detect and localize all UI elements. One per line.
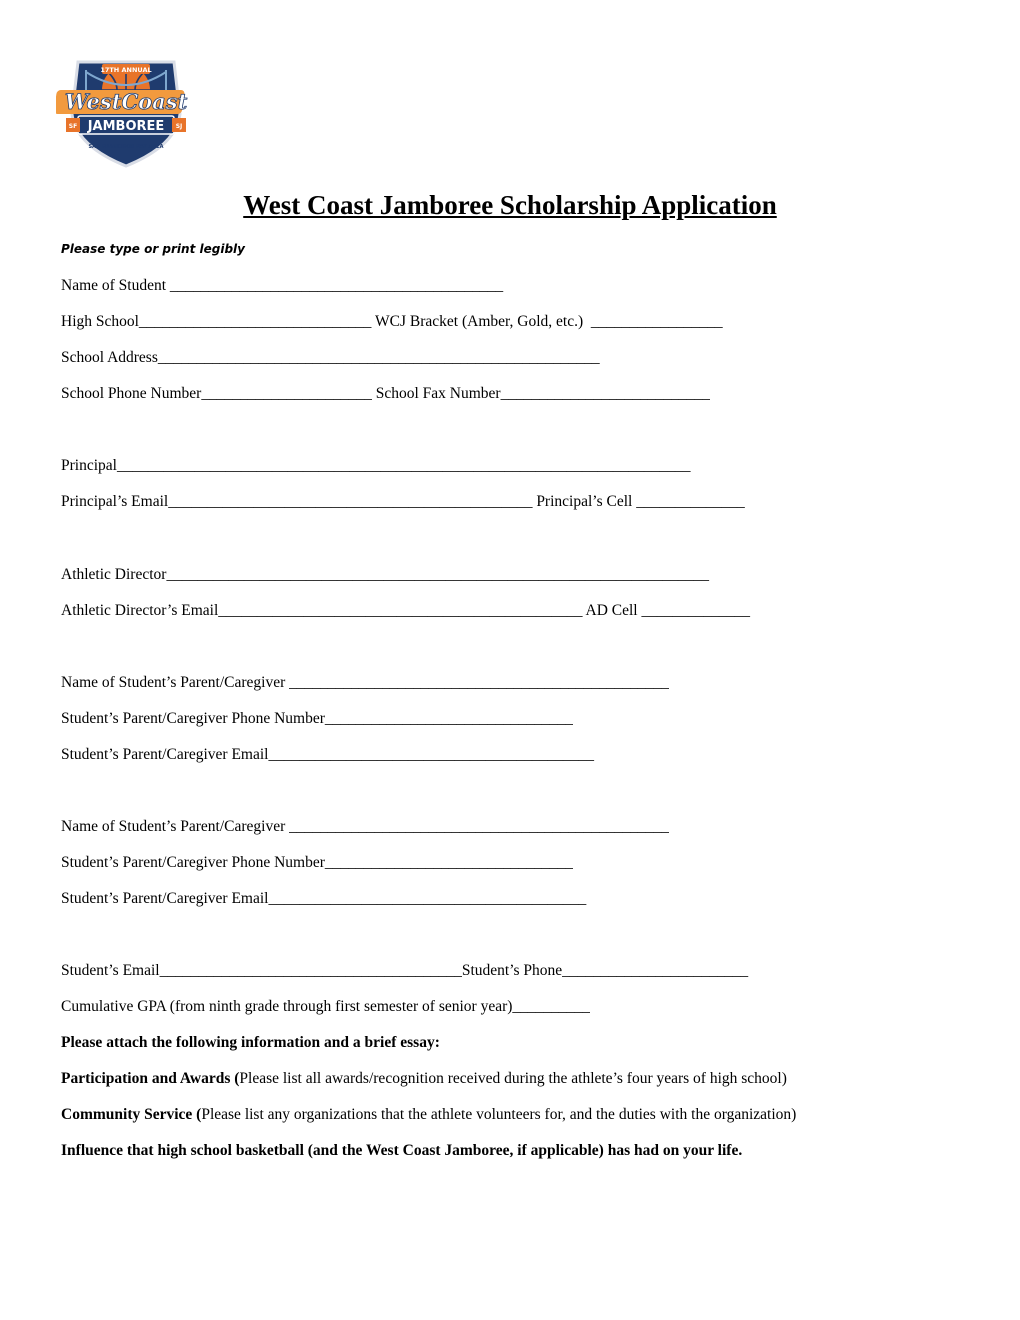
parent1-phone-field[interactable]: Student’s Parent/Caregiver Phone Number________________________________ [61,710,573,727]
high-school-field[interactable]: High School______________________________ WCJ Bracket (Amber, Gold, etc.) _________________ [61,313,723,330]
student-email-phone-field[interactable]: Student’s Email_______________________________________Student’s Phone________________________ [61,962,749,979]
community-service-instruction [61,1106,796,1124]
athletic-director-field[interactable]: Athletic Director______________________________________________________________________ [61,566,709,583]
svg-text:SJ: SJ [175,123,183,130]
attach-instructions: Please attach the following information and a brief essay: [61,1034,440,1051]
svg-text:WestCoast: WestCoast [64,89,188,114]
participation-text: Please list all awards/recognition received during the athlete’s four years of high school) [239,1070,787,1087]
principal-field[interactable]: Principal__________________________________________________________________________ [61,457,691,474]
participation-heading: Participation and Awards ( [61,1070,240,1087]
svg-text:17TH ANNUAL: 17TH ANNUAL [100,66,152,74]
school-address-field[interactable]: School Address_________________________________________________________ [61,349,600,366]
parent1-name-field[interactable]: Name of Student’s Parent/Caregiver _________________________________________________ [61,674,669,691]
west-coast-jamboree-logo [56,54,196,169]
community-text: Please list any organizations that the athlete volunteers for, and the duties with the organization) [201,1106,797,1123]
school-phone-fax-field[interactable]: School Phone Number______________________ School Fax Number___________________________ [61,385,710,402]
parent2-phone-field[interactable]: Student’s Parent/Caregiver Phone Number________________________________ [61,854,573,871]
parent2-email-field[interactable]: Student’s Parent/Caregiver Email_________________________________________ [61,890,587,907]
svg-text:SAN FRANCISCO BAY AREA: SAN FRANCISCO BAY AREA [88,144,164,150]
athletic-director-email-cell-field[interactable]: Athletic Director’s Email_______________________________________________ AD Cell ______________ [61,602,750,619]
subtitle: Please type or print legibly [61,242,245,256]
svg-text:SF: SF [68,123,78,130]
participation-awards-instruction [61,1070,787,1088]
svg-text:JAMBOREE: JAMBOREE [87,119,165,134]
parent2-name-field[interactable]: Name of Student’s Parent/Caregiver _________________________________________________ [61,818,669,835]
influence-instruction: Influence that high school basketball (and the West Coast Jamboree, if applicable) has had on your life. [61,1142,743,1159]
community-heading: Community Service ( [61,1106,202,1123]
parent1-email-field[interactable]: Student’s Parent/Caregiver Email__________________________________________ [61,746,594,763]
page-title: West Coast Jamboree Scholarship Application [243,190,777,220]
gpa-field[interactable]: Cumulative GPA (from ninth grade through first semester of senior year)__________ [61,998,590,1015]
principal-email-cell-field[interactable]: Principal’s Email_______________________________________________ Principal’s Cell ______________ [61,493,745,510]
name-of-student-field[interactable]: Name of Student ___________________________________________ [61,277,504,294]
